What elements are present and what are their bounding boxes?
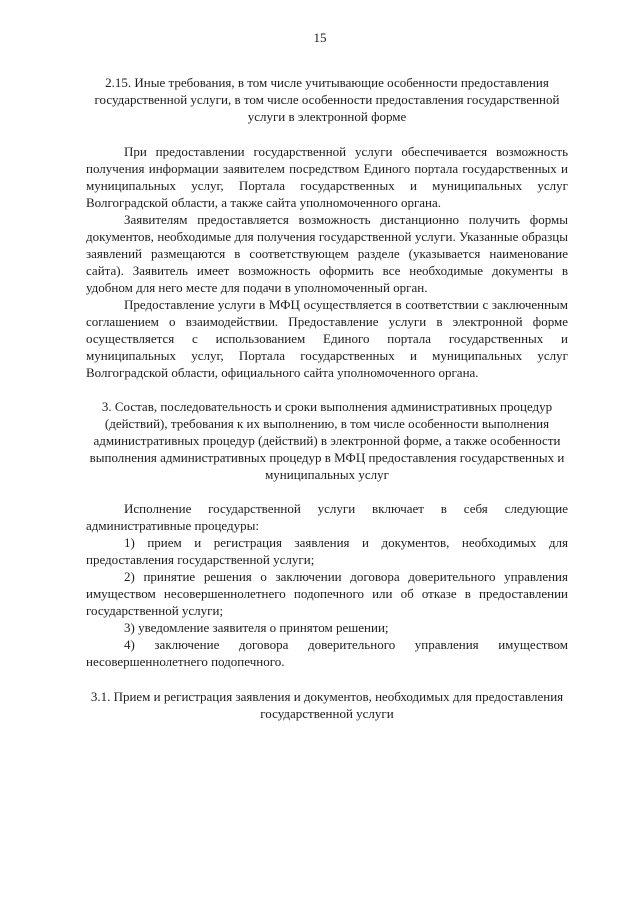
- section-3-intro: Исполнение государственной услуги включает в себя следующие административные процедуры:: [86, 501, 568, 533]
- section-2-15-paragraph-2: Заявителям предоставляется возможность дистанционно получить формы документов, необходимые для получения государственной услуги. Указанные образцы заявлений размещаются в соответствующем разделе (указывается наименование сайта). Заявитель имеет возможность оформить все необходимые документы в удобном для него месте для подачи в уполномоченный орган.: [86, 212, 568, 295]
- section-2-15-heading: 2.15. Иные требования, в том числе учитывающие особенности предоставления государственной услуги, в том числе особенности предоставления государственной услуги в электронной форме: [94, 75, 560, 124]
- procedure-item-1: 1) прием и регистрация заявления и документов, необходимых для предоставления государственной услуги;: [86, 535, 568, 567]
- section-2-15-paragraph-3: Предоставление услуги в МФЦ осуществляется в соответствии с заключенным соглашением о взаимодействии. Предоставление услуги в электронной форме осуществляется с использованием Единого портала государственных и муниципальных услуг, Портала государственных и муниципальных услуг Волгоградской области, официального сайта уполномоченного органа.: [86, 297, 568, 380]
- procedure-item-2: 2) принятие решения о заключении договора доверительного управления имуществом несовершеннолетнего подопечного или об отказе в предоставлении государственной услуги;: [86, 569, 568, 618]
- page-number: 15: [313, 30, 327, 45]
- section-3-1-heading: 3.1. Прием и регистрация заявления и документов, необходимых для предоставления государственной услуги: [90, 689, 564, 721]
- page-content: [86, 64, 568, 722]
- section-3-heading: 3. Состав, последовательность и сроки выполнения административных процедур (действий), требования к их выполнению, в том числе особенности выполнения административных процедур (действий) в электронной форме, а также особенности выполнения административных процедур в МФЦ предоставления государственных и муниципальных услуг: [89, 399, 565, 482]
- procedure-item-4: 4) заключение договора доверительного управления имуществом несовершеннолетнего подопечного.: [86, 637, 568, 669]
- procedure-item-3: 3) уведомление заявителя о принятом решении;: [124, 620, 389, 635]
- section-2-15-paragraph-1: При предоставлении государственной услуги обеспечивается возможность получения информации заявителем посредством Единого портала государственных и муниципальных услуг, Портала государственных и муниципальных услуг Волгоградской области, а также сайта уполномоченного органа.: [86, 144, 568, 210]
